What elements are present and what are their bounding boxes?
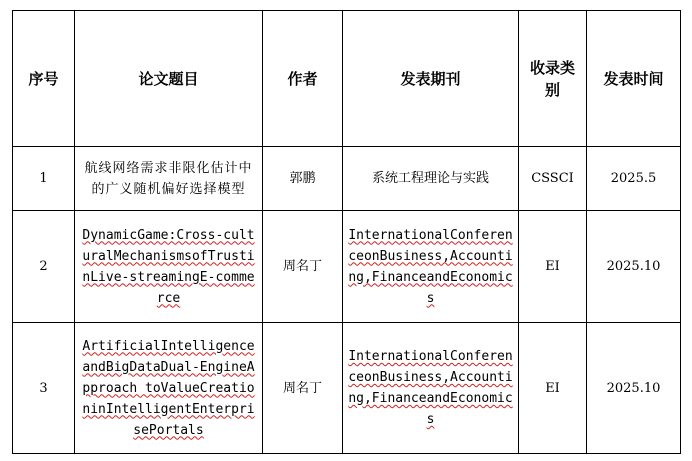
header-journal: 发表期刊: [343, 11, 519, 147]
cell-journal: [343, 323, 519, 454]
cell-title: 航线网络需求非限化估计中的广义随机偏好选择模型: [75, 147, 263, 211]
header-category: 收录类别: [519, 11, 587, 147]
cell-author: 周名丁: [263, 323, 343, 454]
cell-category: EI: [519, 211, 587, 323]
cell-index: 3: [13, 323, 75, 454]
cell-category: EI: [519, 323, 587, 454]
cell-title-text: ArtificialIntelligenceandBigDataDual-EngineApproach toValueCreationinIntelligentEnterprisePortals: [82, 338, 255, 438]
cell-title-text: DynamicGame:Cross-culturalMechanismsofTrustinLive-streamingE-commerce: [82, 227, 255, 306]
cell-date: 2025.10: [587, 211, 681, 323]
cell-journal: [343, 211, 519, 323]
table-row: [13, 211, 681, 323]
cell-index: 2: [13, 211, 75, 323]
publications-table: [12, 10, 681, 454]
cell-date: 2025.10: [587, 323, 681, 454]
header-index: 序号: [13, 11, 75, 147]
cell-author: 周名丁: [263, 211, 343, 323]
cell-index: 1: [13, 147, 75, 211]
cell-category: CSSCI: [519, 147, 587, 211]
table-header-row: [13, 11, 681, 147]
cell-title: [75, 323, 263, 454]
cell-title: [75, 211, 263, 323]
header-author: 作者: [263, 11, 343, 147]
table-row: [13, 323, 681, 454]
cell-author: 郭鹏: [263, 147, 343, 211]
cell-journal-text: InternationalConferenceonBusiness,Accounting,FinanceandEconomics: [348, 227, 513, 306]
table-row: [13, 147, 681, 211]
header-date: 发表时间: [587, 11, 681, 147]
header-title: 论文题目: [75, 11, 263, 147]
cell-journal: 系统工程理论与实践: [343, 147, 519, 211]
cell-date: 2025.5: [587, 147, 681, 211]
cell-journal-text: InternationalConferenceonBusiness,Accounting,FinanceandEconomics: [348, 349, 513, 427]
